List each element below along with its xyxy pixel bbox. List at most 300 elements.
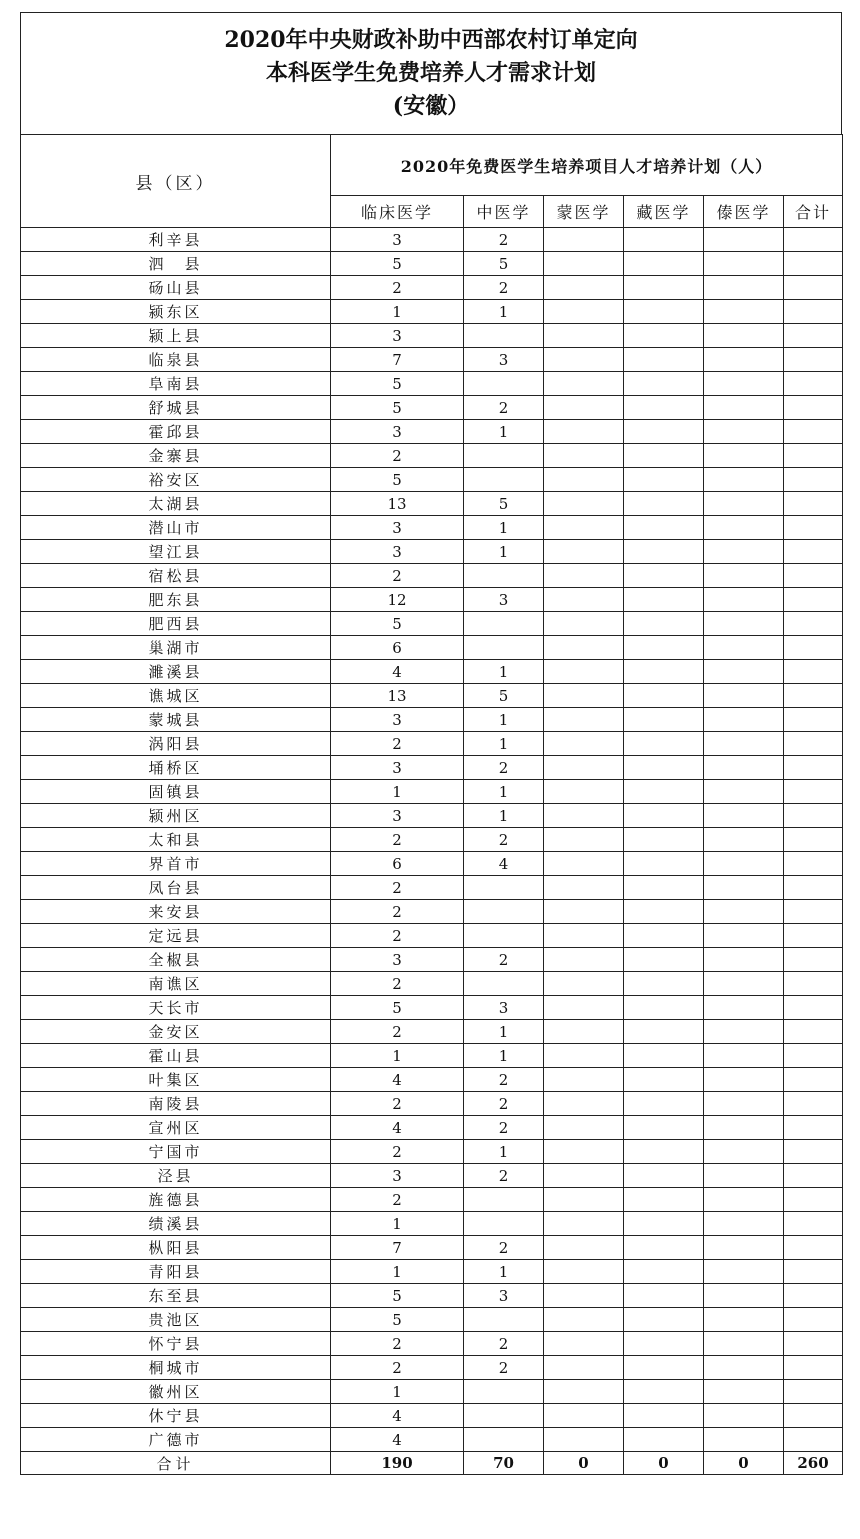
table-row (21, 300, 843, 324)
value-cell-dai (704, 396, 784, 420)
value-cell-tcm (464, 972, 544, 996)
value-cell-dai (704, 420, 784, 444)
value-cell-total (784, 732, 843, 756)
value-cell-mongolian (544, 828, 624, 852)
title-line-2: 本科医学生免费培养人才需求计划 (265, 60, 596, 86)
county-cell: 贵池区 (21, 1308, 331, 1332)
value-cell-total (784, 780, 843, 804)
value-cell-mongolian (544, 684, 624, 708)
county-cell: 枞阳县 (21, 1236, 331, 1260)
county-cell: 临泉县 (21, 348, 331, 372)
value-cell-tcm: 1 (464, 708, 544, 732)
value-cell-clinical: 1 (331, 1260, 464, 1284)
value-cell-dai (704, 612, 784, 636)
table-row (21, 492, 843, 516)
county-cell: 望江县 (21, 540, 331, 564)
county-cell: 金寨县 (21, 444, 331, 468)
value-cell-tcm: 3 (464, 348, 544, 372)
value-cell-tibetan (624, 300, 704, 324)
value-cell-clinical: 5 (331, 396, 464, 420)
value-cell-clinical: 3 (331, 540, 464, 564)
value-cell-mongolian (544, 1044, 624, 1068)
value-cell-clinical: 1 (331, 300, 464, 324)
table-row (21, 1332, 843, 1356)
value-cell-mongolian (544, 1140, 624, 1164)
value-cell-dai (704, 996, 784, 1020)
value-cell-dai (704, 684, 784, 708)
value-cell-clinical: 1 (331, 1212, 464, 1236)
county-cell: 凤台县 (21, 876, 331, 900)
county-cell: 广德市 (21, 1428, 331, 1452)
value-cell-mongolian (544, 804, 624, 828)
county-cell: 绩溪县 (21, 1212, 331, 1236)
value-cell-tibetan (624, 780, 704, 804)
value-cell-mongolian (544, 1092, 624, 1116)
value-cell-tcm: 2 (464, 1164, 544, 1188)
value-cell-total (784, 1116, 843, 1140)
value-cell-tibetan (624, 252, 704, 276)
value-cell-clinical: 4 (331, 1068, 464, 1092)
value-cell-mongolian (544, 588, 624, 612)
value-cell-tibetan (624, 1140, 704, 1164)
value-cell-total (784, 1212, 843, 1236)
table-row (21, 636, 843, 660)
value-cell-clinical: 3 (331, 420, 464, 444)
value-cell-clinical: 4 (331, 1404, 464, 1428)
value-cell-tibetan (624, 876, 704, 900)
value-cell-total (784, 516, 843, 540)
value-cell-dai (704, 516, 784, 540)
value-cell-total (784, 396, 843, 420)
value-cell-tibetan (624, 708, 704, 732)
value-cell-tibetan (624, 1380, 704, 1404)
value-cell-dai (704, 1188, 784, 1212)
value-cell-dai (704, 804, 784, 828)
value-cell-tcm: 2 (464, 1116, 544, 1140)
value-cell-tcm: 1 (464, 804, 544, 828)
title-line-1: 2020年中央财政补助中西部农村订单定向 (224, 27, 638, 53)
value-cell-clinical: 5 (331, 1284, 464, 1308)
value-cell-tibetan (624, 948, 704, 972)
county-cell: 南陵县 (21, 1092, 331, 1116)
value-cell-mongolian (544, 1164, 624, 1188)
value-cell-clinical: 2 (331, 1356, 464, 1380)
value-cell-mongolian (544, 540, 624, 564)
county-cell: 徽州区 (21, 1380, 331, 1404)
column-header-dai: 傣医学 (704, 196, 784, 228)
value-cell-dai (704, 1212, 784, 1236)
value-cell-tibetan (624, 540, 704, 564)
value-cell-mongolian (544, 612, 624, 636)
value-cell-mongolian (544, 372, 624, 396)
table-row (21, 372, 843, 396)
value-cell-tibetan (624, 852, 704, 876)
value-cell-tcm: 2 (464, 948, 544, 972)
value-cell-tibetan (624, 444, 704, 468)
value-cell-total (784, 1236, 843, 1260)
table-row (21, 1044, 843, 1068)
title-line-3: (安徽） (392, 93, 470, 119)
table-row (21, 1356, 843, 1380)
table-row (21, 1092, 843, 1116)
value-cell-tibetan (624, 1308, 704, 1332)
value-cell-tcm: 3 (464, 1284, 544, 1308)
value-cell-tibetan (624, 1020, 704, 1044)
value-cell-total (784, 684, 843, 708)
value-cell-clinical: 6 (331, 636, 464, 660)
plan-header: 2020年免费医学生培养项目人才培养计划（人） (331, 135, 843, 196)
value-cell-tibetan (624, 684, 704, 708)
total-tcm: 70 (464, 1452, 544, 1475)
value-cell-mongolian (544, 636, 624, 660)
table-row (21, 1116, 843, 1140)
county-cell: 宿松县 (21, 564, 331, 588)
value-cell-tcm: 2 (464, 1068, 544, 1092)
county-cell: 怀宁县 (21, 1332, 331, 1356)
value-cell-tcm: 2 (464, 396, 544, 420)
value-cell-tibetan (624, 1212, 704, 1236)
value-cell-tcm: 1 (464, 732, 544, 756)
value-cell-tcm: 1 (464, 1260, 544, 1284)
value-cell-tcm (464, 1212, 544, 1236)
county-cell: 涡阳县 (21, 732, 331, 756)
value-cell-clinical: 2 (331, 1188, 464, 1212)
value-cell-tibetan (624, 1284, 704, 1308)
value-cell-clinical: 3 (331, 756, 464, 780)
value-cell-total (784, 1092, 843, 1116)
table-row (21, 252, 843, 276)
value-cell-mongolian (544, 756, 624, 780)
value-cell-clinical: 1 (331, 1044, 464, 1068)
value-cell-mongolian (544, 708, 624, 732)
value-cell-clinical: 7 (331, 1236, 464, 1260)
value-cell-tibetan (624, 1236, 704, 1260)
table-row (21, 324, 843, 348)
value-cell-tcm: 1 (464, 540, 544, 564)
value-cell-tcm (464, 564, 544, 588)
value-cell-mongolian (544, 1308, 624, 1332)
county-cell: 东至县 (21, 1284, 331, 1308)
value-cell-total (784, 972, 843, 996)
value-cell-total (784, 1188, 843, 1212)
plan-table (20, 134, 843, 1475)
county-cell: 泾县 (21, 1164, 331, 1188)
value-cell-tibetan (624, 420, 704, 444)
value-cell-total (784, 252, 843, 276)
value-cell-tcm: 2 (464, 828, 544, 852)
county-cell: 叶集区 (21, 1068, 331, 1092)
value-cell-tcm (464, 468, 544, 492)
county-cell: 太湖县 (21, 492, 331, 516)
county-cell: 濉溪县 (21, 660, 331, 684)
value-cell-clinical: 2 (331, 924, 464, 948)
table-row (21, 516, 843, 540)
value-cell-dai (704, 276, 784, 300)
value-cell-total (784, 1332, 843, 1356)
value-cell-total (784, 1356, 843, 1380)
value-cell-mongolian (544, 780, 624, 804)
value-cell-dai (704, 348, 784, 372)
value-cell-dai (704, 1020, 784, 1044)
value-cell-total (784, 948, 843, 972)
value-cell-tcm: 4 (464, 852, 544, 876)
value-cell-mongolian (544, 1428, 624, 1452)
value-cell-tcm: 1 (464, 300, 544, 324)
value-cell-total (784, 876, 843, 900)
table-row (21, 1236, 843, 1260)
column-header-clinical: 临床医学 (331, 196, 464, 228)
table-row (21, 228, 843, 252)
value-cell-clinical: 2 (331, 1140, 464, 1164)
county-cell: 青阳县 (21, 1260, 331, 1284)
value-cell-mongolian (544, 1404, 624, 1428)
value-cell-clinical: 4 (331, 660, 464, 684)
value-cell-clinical: 3 (331, 516, 464, 540)
value-cell-mongolian (544, 1020, 624, 1044)
value-cell-clinical: 12 (331, 588, 464, 612)
value-cell-mongolian (544, 1356, 624, 1380)
table-row (21, 1020, 843, 1044)
value-cell-mongolian (544, 852, 624, 876)
value-cell-clinical: 1 (331, 780, 464, 804)
value-cell-tibetan (624, 612, 704, 636)
county-cell: 天长市 (21, 996, 331, 1020)
value-cell-tibetan (624, 1068, 704, 1092)
value-cell-dai (704, 540, 784, 564)
value-cell-dai (704, 1140, 784, 1164)
value-cell-tibetan (624, 996, 704, 1020)
county-cell: 休宁县 (21, 1404, 331, 1428)
value-cell-total (784, 708, 843, 732)
value-cell-dai (704, 1428, 784, 1452)
county-cell: 旌德县 (21, 1188, 331, 1212)
county-cell: 颍上县 (21, 324, 331, 348)
total-sum: 260 (784, 1452, 843, 1475)
value-cell-clinical: 4 (331, 1116, 464, 1140)
value-cell-total (784, 468, 843, 492)
value-cell-dai (704, 636, 784, 660)
table-row (21, 612, 843, 636)
table-row (21, 828, 843, 852)
value-cell-tibetan (624, 636, 704, 660)
value-cell-dai (704, 252, 784, 276)
county-cell: 砀山县 (21, 276, 331, 300)
value-cell-total (784, 540, 843, 564)
value-cell-dai (704, 492, 784, 516)
table-row (21, 564, 843, 588)
value-cell-clinical: 6 (331, 852, 464, 876)
value-cell-mongolian (544, 660, 624, 684)
value-cell-total (784, 1380, 843, 1404)
value-cell-mongolian (544, 324, 624, 348)
value-cell-clinical: 3 (331, 708, 464, 732)
value-cell-clinical: 2 (331, 444, 464, 468)
value-cell-tibetan (624, 468, 704, 492)
table-row (21, 348, 843, 372)
value-cell-tcm (464, 612, 544, 636)
table-row (21, 588, 843, 612)
value-cell-tibetan (624, 924, 704, 948)
value-cell-total (784, 636, 843, 660)
value-cell-tibetan (624, 900, 704, 924)
value-cell-mongolian (544, 564, 624, 588)
value-cell-dai (704, 1044, 784, 1068)
value-cell-clinical: 2 (331, 1020, 464, 1044)
value-cell-tcm (464, 372, 544, 396)
value-cell-dai (704, 1380, 784, 1404)
value-cell-mongolian (544, 276, 624, 300)
value-cell-tcm: 1 (464, 420, 544, 444)
document-sheet (20, 12, 842, 1475)
value-cell-clinical: 13 (331, 492, 464, 516)
value-cell-clinical: 2 (331, 876, 464, 900)
value-cell-clinical: 5 (331, 612, 464, 636)
document-title (20, 12, 842, 134)
value-cell-tcm: 5 (464, 252, 544, 276)
county-cell: 利辛县 (21, 228, 331, 252)
value-cell-total (784, 492, 843, 516)
value-cell-tcm: 2 (464, 1356, 544, 1380)
table-row (21, 1284, 843, 1308)
value-cell-tibetan (624, 372, 704, 396)
value-cell-tcm (464, 1428, 544, 1452)
table-row (21, 804, 843, 828)
value-cell-mongolian (544, 924, 624, 948)
table-row (21, 876, 843, 900)
value-cell-clinical: 2 (331, 972, 464, 996)
value-cell-mongolian (544, 444, 624, 468)
value-cell-tcm: 3 (464, 588, 544, 612)
value-cell-total (784, 900, 843, 924)
total-dai: 0 (704, 1452, 784, 1475)
value-cell-tcm (464, 444, 544, 468)
value-cell-dai (704, 1164, 784, 1188)
value-cell-clinical: 3 (331, 948, 464, 972)
value-cell-tibetan (624, 564, 704, 588)
county-cell: 蒙城县 (21, 708, 331, 732)
county-cell: 定远县 (21, 924, 331, 948)
table-row (21, 1140, 843, 1164)
table-row (21, 444, 843, 468)
value-cell-tcm: 1 (464, 660, 544, 684)
table-row (21, 1404, 843, 1428)
value-cell-clinical: 2 (331, 1332, 464, 1356)
value-cell-total (784, 756, 843, 780)
value-cell-dai (704, 588, 784, 612)
county-cell: 全椒县 (21, 948, 331, 972)
value-cell-mongolian (544, 732, 624, 756)
value-cell-dai (704, 372, 784, 396)
value-cell-mongolian (544, 1068, 624, 1092)
value-cell-mongolian (544, 1260, 624, 1284)
value-cell-total (784, 1260, 843, 1284)
value-cell-mongolian (544, 1284, 624, 1308)
value-cell-dai (704, 1260, 784, 1284)
value-cell-total (784, 228, 843, 252)
value-cell-tcm (464, 1308, 544, 1332)
value-cell-dai (704, 852, 784, 876)
county-cell: 金安区 (21, 1020, 331, 1044)
table-row (21, 684, 843, 708)
value-cell-tibetan (624, 1260, 704, 1284)
county-cell: 太和县 (21, 828, 331, 852)
value-cell-mongolian (544, 228, 624, 252)
value-cell-tibetan (624, 588, 704, 612)
column-header-tcm: 中医学 (464, 196, 544, 228)
table-row (21, 900, 843, 924)
table-row (21, 660, 843, 684)
county-cell: 霍邱县 (21, 420, 331, 444)
value-cell-mongolian (544, 1380, 624, 1404)
value-cell-dai (704, 900, 784, 924)
total-clinical: 190 (331, 1452, 464, 1475)
value-cell-tibetan (624, 1356, 704, 1380)
county-cell: 颍东区 (21, 300, 331, 324)
value-cell-tcm (464, 636, 544, 660)
value-cell-total (784, 1020, 843, 1044)
value-cell-tcm (464, 900, 544, 924)
county-cell: 来安县 (21, 900, 331, 924)
value-cell-tibetan (624, 1116, 704, 1140)
county-header: 县（区） (21, 135, 331, 228)
table-row (21, 972, 843, 996)
value-cell-clinical: 3 (331, 804, 464, 828)
value-cell-tibetan (624, 516, 704, 540)
value-cell-dai (704, 948, 784, 972)
value-cell-clinical: 1 (331, 1380, 464, 1404)
value-cell-mongolian (544, 1188, 624, 1212)
total-label: 合计 (21, 1452, 331, 1475)
county-cell: 霍山县 (21, 1044, 331, 1068)
total-mongolian: 0 (544, 1452, 624, 1475)
value-cell-dai (704, 780, 784, 804)
table-row (21, 1380, 843, 1404)
value-cell-clinical: 5 (331, 468, 464, 492)
value-cell-total (784, 1284, 843, 1308)
value-cell-total (784, 804, 843, 828)
value-cell-tcm: 2 (464, 228, 544, 252)
value-cell-mongolian (544, 900, 624, 924)
value-cell-dai (704, 876, 784, 900)
value-cell-clinical: 2 (331, 564, 464, 588)
value-cell-dai (704, 1092, 784, 1116)
value-cell-total (784, 588, 843, 612)
value-cell-mongolian (544, 948, 624, 972)
county-cell: 泗 县 (21, 252, 331, 276)
value-cell-tibetan (624, 1404, 704, 1428)
county-cell: 桐城市 (21, 1356, 331, 1380)
value-cell-clinical: 5 (331, 372, 464, 396)
county-cell: 固镇县 (21, 780, 331, 804)
value-cell-clinical: 5 (331, 1308, 464, 1332)
value-cell-total (784, 372, 843, 396)
value-cell-total (784, 300, 843, 324)
table-row (21, 708, 843, 732)
county-cell: 肥西县 (21, 612, 331, 636)
table-row (21, 924, 843, 948)
value-cell-tcm: 2 (464, 276, 544, 300)
table-row (21, 1428, 843, 1452)
value-cell-total (784, 828, 843, 852)
value-cell-tibetan (624, 492, 704, 516)
table-row (21, 468, 843, 492)
value-cell-tibetan (624, 276, 704, 300)
table-row (21, 732, 843, 756)
value-cell-tibetan (624, 1044, 704, 1068)
value-cell-dai (704, 708, 784, 732)
value-cell-tibetan (624, 1092, 704, 1116)
table-row (21, 780, 843, 804)
